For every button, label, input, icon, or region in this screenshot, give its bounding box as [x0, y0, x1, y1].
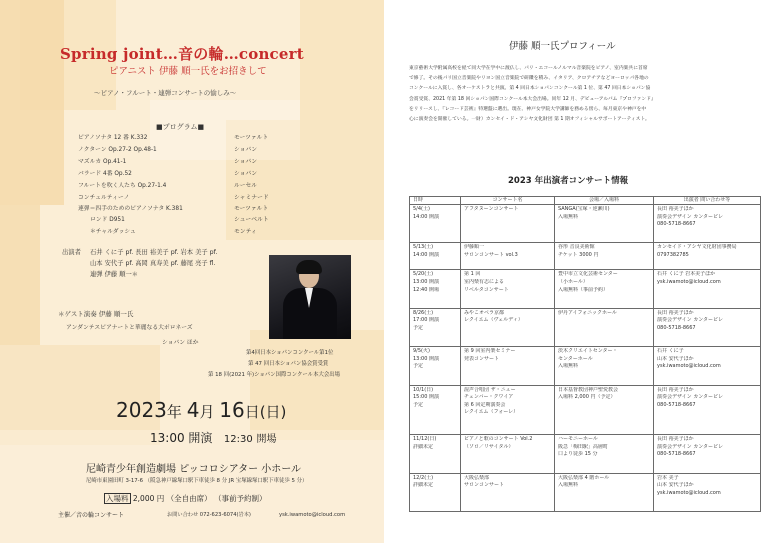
program-composer: ショパン	[234, 147, 258, 153]
schedule-cell-line: 伊丹アイフォニックホール	[558, 309, 617, 316]
schedule-contact-cell	[654, 385, 761, 435]
schedule-cell-line: 13:00 開演	[413, 355, 439, 362]
schedule-cell-line: 10/1(日)	[413, 386, 434, 393]
schedule-cell-line: 阪急「梅田駅」高層町	[558, 443, 609, 450]
schedule-cell-line: 5/4(土)	[413, 206, 430, 212]
schedule-concert-cell	[461, 347, 555, 385]
schedule-cell-line: 入場無料	[558, 482, 579, 489]
schedule-cell-line: 長田 裕美子ほか	[657, 309, 694, 316]
schedule-cell-line: 入場料 2,000 円（予定）	[558, 394, 616, 401]
schedule-cell-line: 山本 安代子ほか	[657, 355, 694, 362]
schedule-cell-line: サロンコンサート vol.3	[464, 251, 518, 258]
performer-line: 連弾 伊藤 順一＊	[90, 271, 139, 278]
program-piece: マズルカ Op.41-1	[78, 159, 127, 165]
schedule-concert-cell	[461, 473, 555, 511]
schedule-title: 2023 年出演者コンサート情報	[508, 176, 629, 186]
entry-price: 2,000 円	[132, 494, 165, 503]
header-venue: 会場／入場料	[555, 197, 654, 205]
schedule-cell-line[interactable]: ysk.iwamoto@icloud.com	[657, 489, 721, 496]
header-date: 日時	[410, 197, 461, 205]
schedule-contact-cell	[654, 473, 761, 511]
schedule-cell-line: ピアノと歌のコンサート Vol.2	[464, 436, 533, 443]
schedule-venue-cell	[555, 473, 654, 511]
schedule-cell-line: 予定	[413, 401, 424, 408]
schedule-cell-line: チケット 3000 円	[558, 251, 599, 258]
contact-phone: お問い合わせ 072-623-6074(岩本)	[167, 512, 251, 518]
program-composer: ショパン	[234, 159, 258, 165]
schedule-concert-cell	[461, 270, 555, 308]
profile-line: コンクールに入賞し、各オーケストラと共演。第 4 回日本ショパンコンクール第 1 位、第 47 回日本ショパン協	[409, 86, 651, 92]
doors-label: 開場	[256, 434, 277, 445]
schedule-cell-line: 入場無料	[558, 213, 579, 220]
organizer: 主催／音の輪コンサート	[58, 512, 125, 519]
profile-line: で修了。その後パリ国立音楽院やリヨン国立音楽院で研鑽を積み、イタリア、クロアチアなどヨーロッパ各地の	[409, 76, 649, 82]
concert-subtitle-2: ～ピアノ・フルート・連弾コンサートの愉しみ～	[94, 89, 237, 97]
schedule-cell-line: 12:40 開場	[413, 286, 439, 293]
program-composer: シャミナード	[234, 195, 269, 201]
schedule-cell-line[interactable]: ysk.iwamoto@icloud.com	[657, 363, 721, 370]
program-composer: ルーセル	[234, 183, 258, 189]
date-month-unit: 月	[199, 403, 215, 421]
schedule-date-cell	[410, 435, 461, 473]
program-heading: ■プログラム■	[156, 123, 205, 131]
schedule-date-cell	[410, 205, 461, 243]
program-piece: ＊チャルダッシュ	[90, 229, 136, 235]
schedule-row	[410, 347, 761, 385]
program-piece: フルートを吹く人たち Op.27-1.4	[78, 183, 167, 189]
schedule-venue-cell	[555, 243, 654, 270]
schedule-concert-cell	[461, 205, 555, 243]
date-weekday: (日)	[259, 403, 287, 421]
program-composer: モンティ	[234, 229, 257, 235]
schedule-cell-line: レクイエム（フォーレ）	[464, 409, 519, 416]
schedule-date-cell	[410, 347, 461, 385]
schedule-cell-line: 第 1 回	[464, 271, 481, 278]
schedule-cell-line[interactable]: ysk.iwamoto@icloud.com	[657, 279, 721, 286]
schedule-row	[410, 435, 761, 473]
schedule-cell-line: 12/2(土)	[413, 474, 434, 481]
schedule-cell-line: 入場無料	[558, 363, 579, 370]
schedule-cell-line: 5/20(土)	[413, 271, 434, 278]
schedule-cell-line: チェンバー・クワイア	[464, 394, 514, 401]
schedule-cell-line: サロンコンサート	[464, 482, 505, 489]
contact-email: ysk.iwamoto@icloud.com	[279, 512, 346, 518]
schedule-cell-line: 13:00 開演	[413, 279, 439, 286]
profile-title: 伊藤 順一氏プロフィール	[509, 41, 616, 52]
schedule-cell-line: 詳細未定	[413, 443, 434, 450]
schedule-cell-line: ハーモニーホール	[558, 436, 598, 443]
schedule-contact-cell	[654, 308, 761, 346]
program-piece: ノクターン Op.27-2 Op.48-1	[78, 147, 157, 153]
schedule-row	[410, 243, 761, 270]
date-month: 4	[186, 398, 200, 422]
profile-line: をリリースし、『レコード芸術』特選盤に選出。現在、神戸女学院大学講師を務める傍ら、毎月東京や神戸を中	[409, 106, 647, 112]
schedule-cell-line: 詳細未定	[413, 482, 434, 489]
schedule-date-cell	[410, 385, 461, 435]
schedule-cell-line: （ソロ／リサイタル）	[464, 443, 514, 450]
schedule-cell-line: 080-5718-8667	[657, 401, 696, 408]
schedule-cell-line: 第 9 回室内楽セミナー	[464, 348, 516, 355]
date-year-unit: 年	[166, 403, 182, 421]
schedule-cell-line: 伊藤順一	[464, 244, 485, 251]
schedule-cell-line: 5/13(土)	[413, 244, 434, 251]
schedule-row	[410, 385, 761, 435]
schedule-concert-cell	[461, 385, 555, 435]
schedule-venue-cell	[555, 270, 654, 308]
schedule-cell-line: 大阪弘楽部 4 階ホール	[558, 474, 610, 481]
performer-line: 石井 くに子 pf. 長田 裕美子 pf. 岩本 美子 pf.	[90, 249, 218, 256]
schedule-row	[410, 270, 761, 308]
schedule-contact-cell	[654, 205, 761, 243]
schedule-row	[410, 473, 761, 511]
schedule-venue-cell	[555, 435, 654, 473]
schedule-cell-line: 入場無料（事前予約）	[558, 286, 609, 293]
schedule-cell-line: センターホール	[558, 355, 593, 362]
profile-line: 会賞受賞、2021 年第 18 回ショパン国際コンクール本大会出場。同年 12 月、デビューアルバム『プロファンド』	[409, 96, 656, 102]
header-concert: コンサート名	[461, 197, 555, 205]
guest-piece: アンダンテスピアナートと華麗なる大ポロネーズ	[66, 325, 193, 331]
schedule-concert-cell	[461, 308, 555, 346]
schedule-contact-cell	[654, 435, 761, 473]
schedule-cell-line: 14:00 開演	[413, 213, 439, 220]
program-piece: ピアノソナタ 12 番 K.332	[78, 135, 148, 141]
schedule-cell-line: 演奏会デザイン カンタービレ	[657, 394, 724, 401]
profile-line: 東京藝術大学附属高校を経て同大学在学中に渡仏し、パリ・エコールノルマル音楽院をピアノ、室内楽共に首席	[409, 66, 648, 71]
entry-seat: （全自由席）	[166, 494, 212, 503]
concert-time	[150, 432, 277, 445]
performers-label: 出演者	[62, 249, 81, 256]
schedule-cell-line: 080-5718-8667	[657, 325, 696, 331]
award-line: 第 47 回日本ショパン協会賞受賞	[248, 361, 329, 367]
schedule-cell-line: みやこオペラ京都	[464, 309, 505, 316]
schedule-cell-line: 室内楽有志による	[464, 279, 505, 286]
schedule-contact-cell	[654, 243, 761, 270]
program-piece: ロンド D951	[90, 217, 125, 223]
venue-name: 尼崎青少年創造劇場 ピッコロシアター 小ホール	[86, 464, 302, 475]
schedule-cell-line: SANGA(宝塚・逆瀬川)	[558, 206, 610, 212]
entry-label: 入場料	[106, 494, 129, 503]
profile-line: 心に演奏会を開催している。一財）カンセイ・ド・アシヤ文化財団 第 1 期オフィシャルサポートアーティスト。	[409, 117, 650, 123]
concert-date	[116, 400, 286, 420]
schedule-cell-line: 14:00 開演	[413, 251, 439, 258]
schedule-date-cell	[410, 308, 461, 346]
schedule-cell-line: 谷形 音良美術館	[558, 244, 595, 251]
schedule-cell-line: 15:00 開演	[413, 394, 439, 401]
date-day: 16	[219, 398, 245, 422]
schedule-cell-line: 演奏会デザイン カンタービレ	[657, 213, 724, 220]
doors-time: 12:30	[223, 434, 253, 445]
schedule-date-cell	[410, 473, 461, 511]
concert-title: Spring joint…音の輪…concert	[60, 45, 304, 63]
schedule-cell-line: 石井 くに子 岩本美子ほか	[657, 271, 716, 278]
schedule-cell-line: 長田 裕美子ほか	[657, 436, 694, 443]
schedule-cell-line: 山本 安代子ほか	[657, 482, 694, 489]
schedule-cell-line: 長田 裕美子ほか	[657, 206, 694, 212]
schedule-row	[410, 205, 761, 243]
schedule-cell-line: 080-5718-8667	[657, 221, 696, 228]
program-composer: モーツァルト	[234, 206, 269, 212]
schedule-header-row	[410, 197, 761, 205]
program-composer: ショパン	[234, 171, 258, 177]
schedule-cell-line: 演奏会デザイン カンタービレ	[657, 317, 724, 324]
date-year: 2023	[116, 398, 167, 422]
schedule-cell-line: アフタヌーンコンサート	[464, 206, 519, 212]
schedule-venue-cell	[555, 347, 654, 385]
guest-composer: ショパン ほか	[162, 340, 199, 346]
schedule-date-cell	[410, 243, 461, 270]
schedule-cell-line: 予定	[413, 363, 424, 370]
schedule-cell-line: 混声合唱団 ザ・ニュー	[464, 386, 516, 393]
program-composer: モーツァルト	[234, 135, 269, 141]
award-line: 第4回日本ショパンコンクール第1位	[246, 350, 334, 356]
schedule-cell-line: 0797382785	[657, 251, 689, 258]
schedule-cell-line: （小ホール）	[558, 279, 588, 286]
schedule-cell-line: 発表コンサート	[464, 355, 500, 362]
schedule-cell-line: 予定	[413, 325, 424, 331]
program-piece: コンチェルティーノ	[78, 195, 130, 201]
start-time: 13:00	[150, 431, 185, 445]
schedule-cell-line: 大阪弘楽部	[464, 474, 490, 481]
profile-text	[409, 64, 761, 125]
schedule-cell-line: 17:00 開演	[413, 317, 439, 324]
schedule-cell-line: 茨木クリエイトセンター・	[558, 348, 618, 355]
start-label: 開演	[188, 431, 213, 445]
schedule-cell-line: 9/5(火)	[413, 348, 430, 355]
schedule-cell-line: 豊中市立文化芸術センター	[558, 271, 618, 278]
header-contact: 出演者 問い合わせ等	[654, 197, 761, 205]
schedule-cell-line: 岩本 美子	[657, 474, 679, 481]
venue-address: 尼崎市東園田町 3-17-6 （阪急神戸線塚口駅下車徒歩 8 分 JR 宝塚線塚口駅下車徒歩 5 分）	[86, 478, 308, 484]
schedule-cell-line: リベルタコンサート	[464, 286, 509, 293]
schedule-cell-line: 第 6 回定期演奏会	[464, 401, 506, 408]
schedule-contact-cell	[654, 347, 761, 385]
schedule-cell-line: 口より徒歩 15 分	[558, 451, 598, 458]
schedule-contact-cell	[654, 270, 761, 308]
schedule-cell-line: 8/26(土)	[413, 309, 434, 316]
schedule-cell-line: 石井 くに子	[657, 348, 684, 355]
schedule-cell-line: レクイエム（ヴェルディ）	[464, 317, 523, 324]
schedule-row	[410, 308, 761, 346]
schedule-date-cell	[410, 270, 461, 308]
schedule-cell-line: 日本基督教団神戸聖愛教会	[558, 386, 619, 393]
schedule-cell-line: 演奏会デザイン カンタービレ	[657, 443, 724, 450]
concert-subtitle: ピアニスト 伊藤 順一氏をお招きして	[109, 66, 267, 77]
pianist-photo	[269, 255, 351, 339]
program-composer: シューベルト	[234, 217, 269, 223]
program-piece: バラード 4番 Op.52	[78, 171, 132, 177]
guest-heading: ＊ゲスト演奏 伊藤 順一氏	[58, 310, 134, 318]
schedule-venue-cell	[555, 205, 654, 243]
entry-note: （事前予約制）	[214, 494, 267, 503]
schedule-cell-line: カンセイド・アシヤ文化財団事務局	[657, 244, 737, 251]
schedule-concert-cell	[461, 435, 555, 473]
entry-fee	[104, 495, 267, 503]
schedule-concert-cell	[461, 243, 555, 270]
schedule-cell-line: 080-5718-8667	[657, 451, 696, 458]
performer-line: 山本 安代子 pf. 高岡 真寿美 pf. 藤尾 亮子 fl.	[90, 260, 216, 267]
award-line: 第 18 回(2021 年)ショパン国際コンクール本大会出場	[208, 372, 341, 378]
schedule-table	[409, 196, 761, 512]
program-piece: 連弾＝四手のためのピアノソナタ K.381	[78, 206, 183, 212]
schedule-cell-line: 11/12(日)	[413, 436, 437, 443]
schedule-venue-cell	[555, 385, 654, 435]
schedule-venue-cell	[555, 308, 654, 346]
date-day-unit: 日	[244, 403, 260, 421]
schedule-cell-line: 長田 裕美子ほか	[657, 386, 694, 393]
